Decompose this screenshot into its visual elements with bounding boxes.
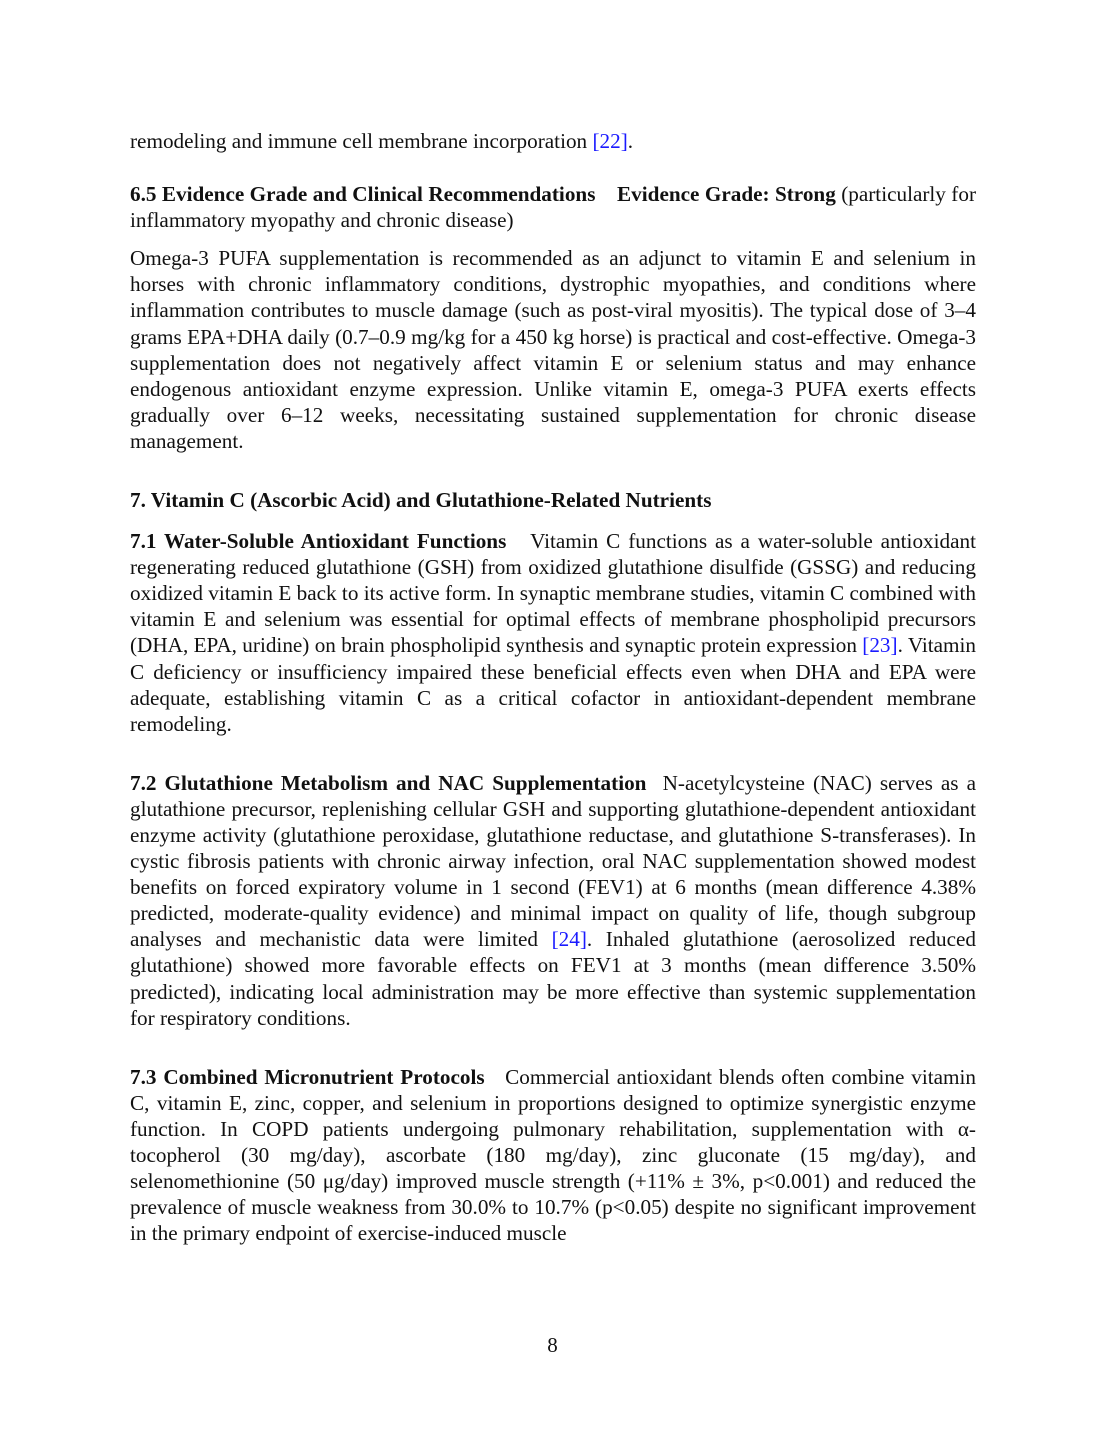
section-6-5-heading: 6.5 Evidence Grade and Clinical Recommendations: [130, 182, 596, 207]
section-6-5-body: Omega-3 PUFA supplementation is recommended as an adjunct to vitamin E and selenium in horses with chronic inflammatory conditions, dystrophic myopathies, and conditions where inflammation contributes to muscle damage (such as post-viral myositis). The typical dose of 3–4 grams EPA+DHA daily (0.7–0.9 mg/kg for a 450 kg horse) is practical and cost-effective. Omega-3 supplementation does not negatively affect vitamin E or selenium status and may enhance endogenous antioxidant enzyme expression. Unlike vitamin E, omega-3 PUFA exerts effects gradually over 6–12 weeks, necessitating sustained supplementation for chronic disease management.: [130, 246, 976, 453]
document-page: [130, 128, 976, 1246]
section-7-heading: 7. Vitamin C (Ascorbic Acid) and Glutathione-Related Nutrients: [130, 488, 712, 513]
section-7-1-paragraph: 7.1 Water-Soluble Antioxidant Functions Vitamin C functions as a water-soluble antioxidant regenerating reduced glutathione (GSH) from oxidized glutathione disulfide (GSSG) and reducing oxidized vitamin E back to its active form. In synaptic membrane studies, vitamin C combined with vitamin E and selenium was essential for optimal effects of membrane phospholipid precursors (DHA, EPA, uridine) on brain phospholipid synthesis and synaptic protein expression [23]. Vitamin C deficiency or insufficiency impaired these beneficial effects even when DHA and EPA were adequate, establishing vitamin C as a critical cofactor in antioxidant-dependent membrane remodeling.: [130, 529, 976, 736]
citation-link-22[interactable]: [22]: [592, 129, 628, 153]
section-7-3-paragraph: 7.3 Combined Micronutrient Protocols Commercial antioxidant blends often combine vitamin C, vitamin E, zinc, copper, and selenium in proportions designed to optimize synergistic enzyme function. In COPD patients undergoing pulmonary rehabilitation, supplementation with α-tocopherol (30 mg/day), ascorbate (180 mg/day), zinc gluconate (15 mg/day), and selenomethionine (50 μg/day) improved muscle strength (+11% ± 3%, p<0.001) and reduced the prevalence of muscle weakness from 30.0% to 10.7% (p<0.05) despite no significant improvement in the primary endpoint of exercise-induced muscle: [130, 1064, 976, 1246]
section-7-2-paragraph: 7.2 Glutathione Metabolism and NAC Supplementation N-acetylcysteine (NAC) serves as a glutathione precursor, replenishing cellular GSH and supporting glutathione-dependent antioxidant enzyme activity (glutathione peroxidase, glutathione reductase, and glutathione S-transferases). In cystic fibrosis patients with chronic airway infection, oral NAC supplementation showed modest benefits on forced expiratory volume in 1 second (FEV1) at 6 months (mean difference 4.38% predicted, moderate-quality evidence) and minimal impact on quality of life, though subgroup analyses and mechanistic data were limited [24]. Inhaled glutathione (aerosolized reduced glutathione) showed more favorable effects on FEV1 at 3 months (mean difference 3.50% predicted), indicating local administration may be more effective than systemic supplementation for respiratory conditions.: [130, 770, 977, 1030]
citation-link-23[interactable]: [23]: [862, 633, 898, 658]
intro-paragraph: remodeling and immune cell membrane incorporation [22].: [130, 129, 634, 153]
section-7-3-heading: 7.3 Combined Micronutrient Protocols: [130, 1064, 485, 1089]
section-7-1-heading: 7.1 Water-Soluble Antioxidant Functions: [130, 529, 507, 554]
section-7-2-heading: 7.2 Glutathione Metabolism and NAC Supplementation: [130, 770, 647, 795]
section-6-5-grade: 6.5 Evidence Grade and Clinical Recommendations Evidence Grade: Strong (particularly for inflammatory myopathy and chronic disease): [130, 182, 977, 233]
citation-link-24[interactable]: [24]: [551, 927, 587, 952]
evidence-grade-label: Evidence Grade: Strong: [617, 182, 836, 207]
page-number: 8: [547, 1333, 558, 1357]
